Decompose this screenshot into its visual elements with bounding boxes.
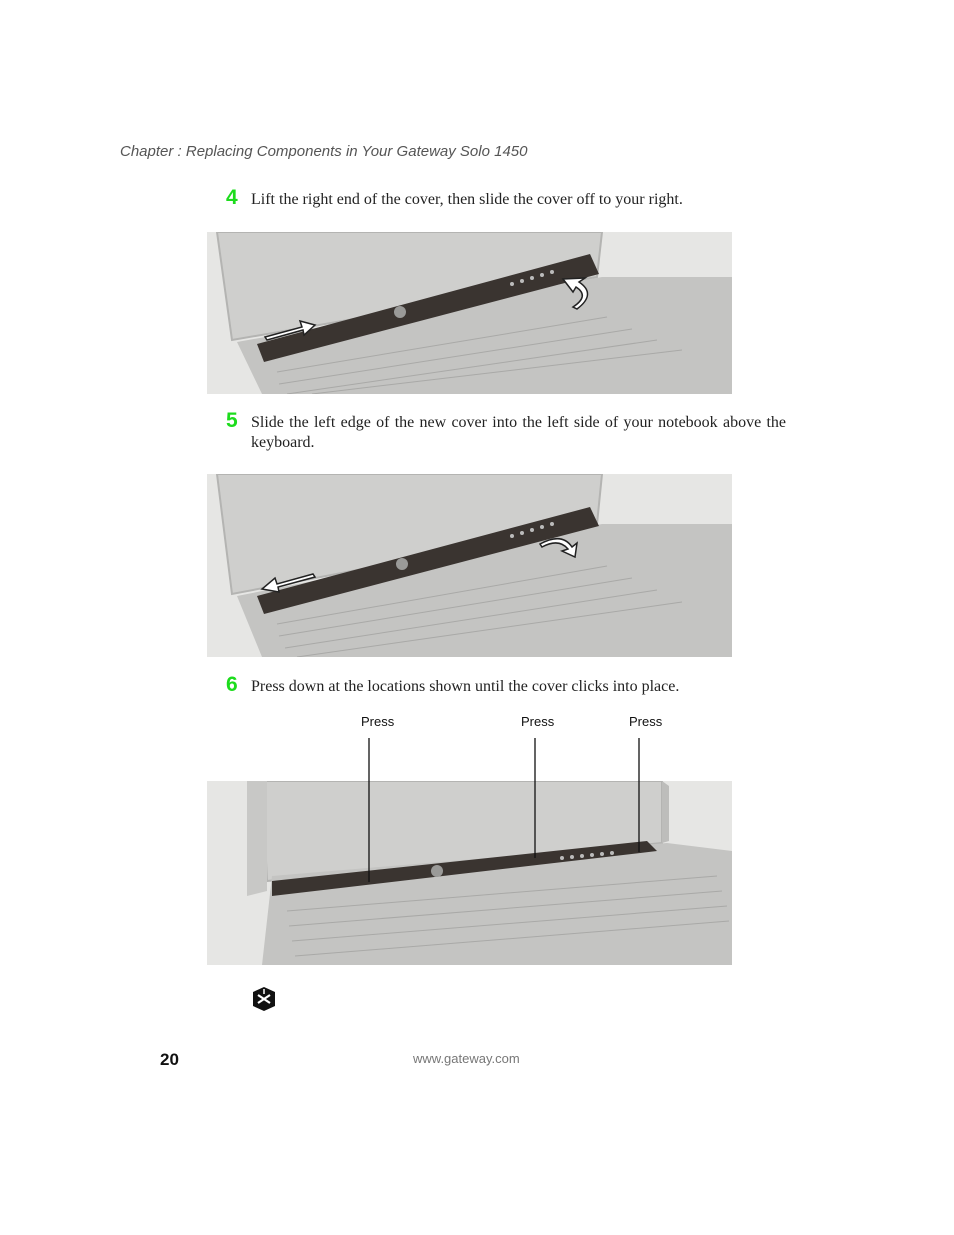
gateway-logo-icon — [251, 986, 277, 1012]
step-text: Lift the right end of the cover, then slide the cover off to your right. — [251, 191, 683, 208]
press-callout-label: Press — [361, 714, 395, 729]
chapter-header: Chapter : Replacing Components in Your Gateway Solo 1450 — [120, 143, 528, 160]
page-number: 20 — [160, 1050, 179, 1069]
footer-url: www.gateway.com — [413, 1051, 520, 1066]
step-number: 5 — [226, 409, 238, 432]
step-number: 4 — [226, 186, 238, 209]
press-callout-label: Press — [521, 714, 555, 729]
step-text: Press down at the locations shown until the cover clicks into place. — [251, 678, 680, 695]
step-text: Slide the left edge of the new cover into the left side of your notebook above the keyboard. — [251, 414, 786, 451]
step-number: 6 — [226, 673, 238, 696]
press-callout-label: Press — [629, 714, 663, 729]
